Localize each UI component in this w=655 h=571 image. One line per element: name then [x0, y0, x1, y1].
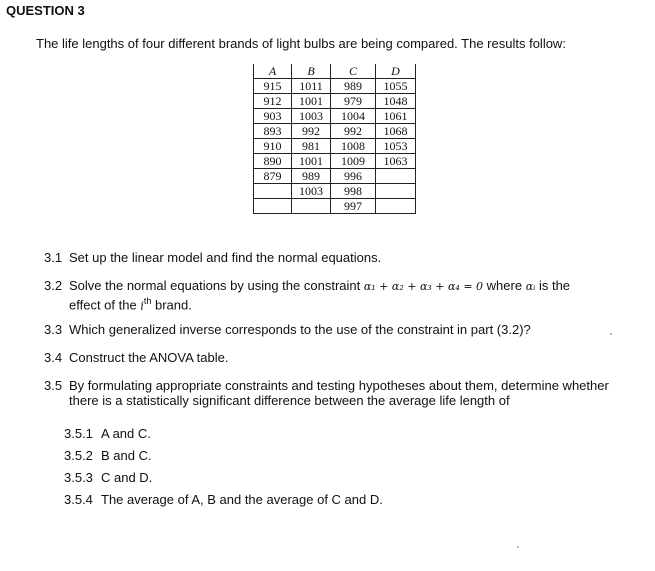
table-row: [254, 124, 416, 139]
table-cell: 992: [292, 124, 331, 139]
table-cell: 1003: [292, 109, 331, 124]
bulb-life-table: [253, 64, 416, 214]
table-cell: 981: [292, 139, 331, 154]
subquestion-number: 3.5.3: [64, 470, 93, 485]
header-b: B: [292, 64, 331, 79]
question-text: effect of the: [69, 297, 141, 313]
table-cell: [254, 199, 292, 214]
table-cell: 1053: [376, 139, 416, 154]
table-cell: 1063: [376, 154, 416, 169]
table-cell: 879: [254, 169, 292, 184]
question-text: Which generalized inverse corresponds to the use of the constraint in part (3.2)?: [69, 322, 531, 337]
table-row: [254, 184, 416, 199]
question-text-continued: there is a statistically significant difference between the average life length of: [69, 393, 510, 408]
table-cell: [292, 199, 331, 214]
table-cell: 1001: [292, 154, 331, 169]
table-cell: 1061: [376, 109, 416, 124]
question-text: Construct the ANOVA table.: [69, 350, 229, 365]
table-cell: 915: [254, 79, 292, 94]
stray-dot: [517, 546, 519, 548]
question-3-5: [44, 378, 644, 408]
table-cell: 1048: [376, 94, 416, 109]
table-cell: 989: [292, 169, 331, 184]
table-row: [254, 169, 416, 184]
table-cell: 1003: [292, 184, 331, 199]
table-cell: 912: [254, 94, 292, 109]
question-3-1: [44, 250, 644, 265]
question-number: 3.1: [44, 250, 63, 265]
table-cell: 996: [331, 169, 376, 184]
table-cell: [376, 169, 416, 184]
table-cell: 1001: [292, 94, 331, 109]
table-cell: 890: [254, 154, 292, 169]
table-cell: 989: [331, 79, 376, 94]
table-row: [254, 154, 416, 169]
subquestion-3-5-3: [64, 470, 152, 485]
table-cell: [376, 199, 416, 214]
question-number: 3.2: [44, 278, 63, 293]
table-cell: 1008: [331, 139, 376, 154]
question-text: where: [483, 278, 526, 293]
subquestion-number: 3.5.4: [64, 492, 93, 507]
question-3-4: [44, 350, 644, 365]
subquestion-3-5-2: [64, 448, 152, 463]
subquestion-text: B and C.: [101, 448, 152, 463]
table-cell: 979: [331, 94, 376, 109]
table-cell: 903: [254, 109, 292, 124]
constraint-formula: α₁ + α₂ + α₃ + α₄ = 0: [363, 280, 484, 293]
subquestion-3-5-1: [64, 426, 151, 441]
subquestion-text: A and C.: [101, 426, 151, 441]
header-a: A: [254, 64, 292, 79]
table-header-row: [254, 64, 416, 79]
table-row: [254, 109, 416, 124]
header-c: C: [331, 64, 376, 79]
table-row: [254, 94, 416, 109]
th-superscript: th: [143, 296, 152, 306]
table-cell: 1068: [376, 124, 416, 139]
question-3-3: [44, 322, 644, 337]
table-cell: 1004: [331, 109, 376, 124]
intro-text: The life lengths of four different brands of light bulbs are being compared. The results follow:: [36, 36, 566, 51]
table-cell: [376, 184, 416, 199]
header-d: D: [376, 64, 416, 79]
subquestion-number: 3.5.1: [64, 426, 93, 441]
question-number: 3.4: [44, 350, 63, 365]
question-text: Solve the normal equations by using the constraint: [69, 278, 364, 293]
question-number: 3.3: [44, 322, 63, 337]
alpha-i-symbol: αᵢ: [525, 280, 536, 293]
table-row: [254, 139, 416, 154]
subquestion-text: The average of A, B and the average of C and D.: [101, 492, 383, 507]
question-text: Set up the linear model and find the normal equations.: [69, 250, 382, 265]
question-text: brand.: [151, 297, 192, 313]
table-cell: 1011: [292, 79, 331, 94]
table-cell: 1055: [376, 79, 416, 94]
question-heading: QUESTION 3: [6, 3, 85, 18]
table-cell: 893: [254, 124, 292, 139]
table-cell: 1009: [331, 154, 376, 169]
question-3-2: [44, 278, 644, 313]
table-cell: 997: [331, 199, 376, 214]
question-text: By formulating appropriate constraints and testing hypotheses about them, determine whether: [69, 378, 609, 393]
i-symbol: i: [140, 299, 144, 313]
question-text: is the: [535, 278, 571, 293]
subquestion-3-5-4: [64, 492, 383, 507]
subquestion-number: 3.5.2: [64, 448, 93, 463]
table-row: [254, 79, 416, 94]
table-cell: 910: [254, 139, 292, 154]
table-cell: 992: [331, 124, 376, 139]
table-row: [254, 199, 416, 214]
subquestion-text: C and D.: [101, 470, 153, 485]
table-cell: 998: [331, 184, 376, 199]
stray-dot: [610, 333, 612, 335]
table-cell: [254, 184, 292, 199]
question-number: 3.5: [44, 378, 63, 393]
